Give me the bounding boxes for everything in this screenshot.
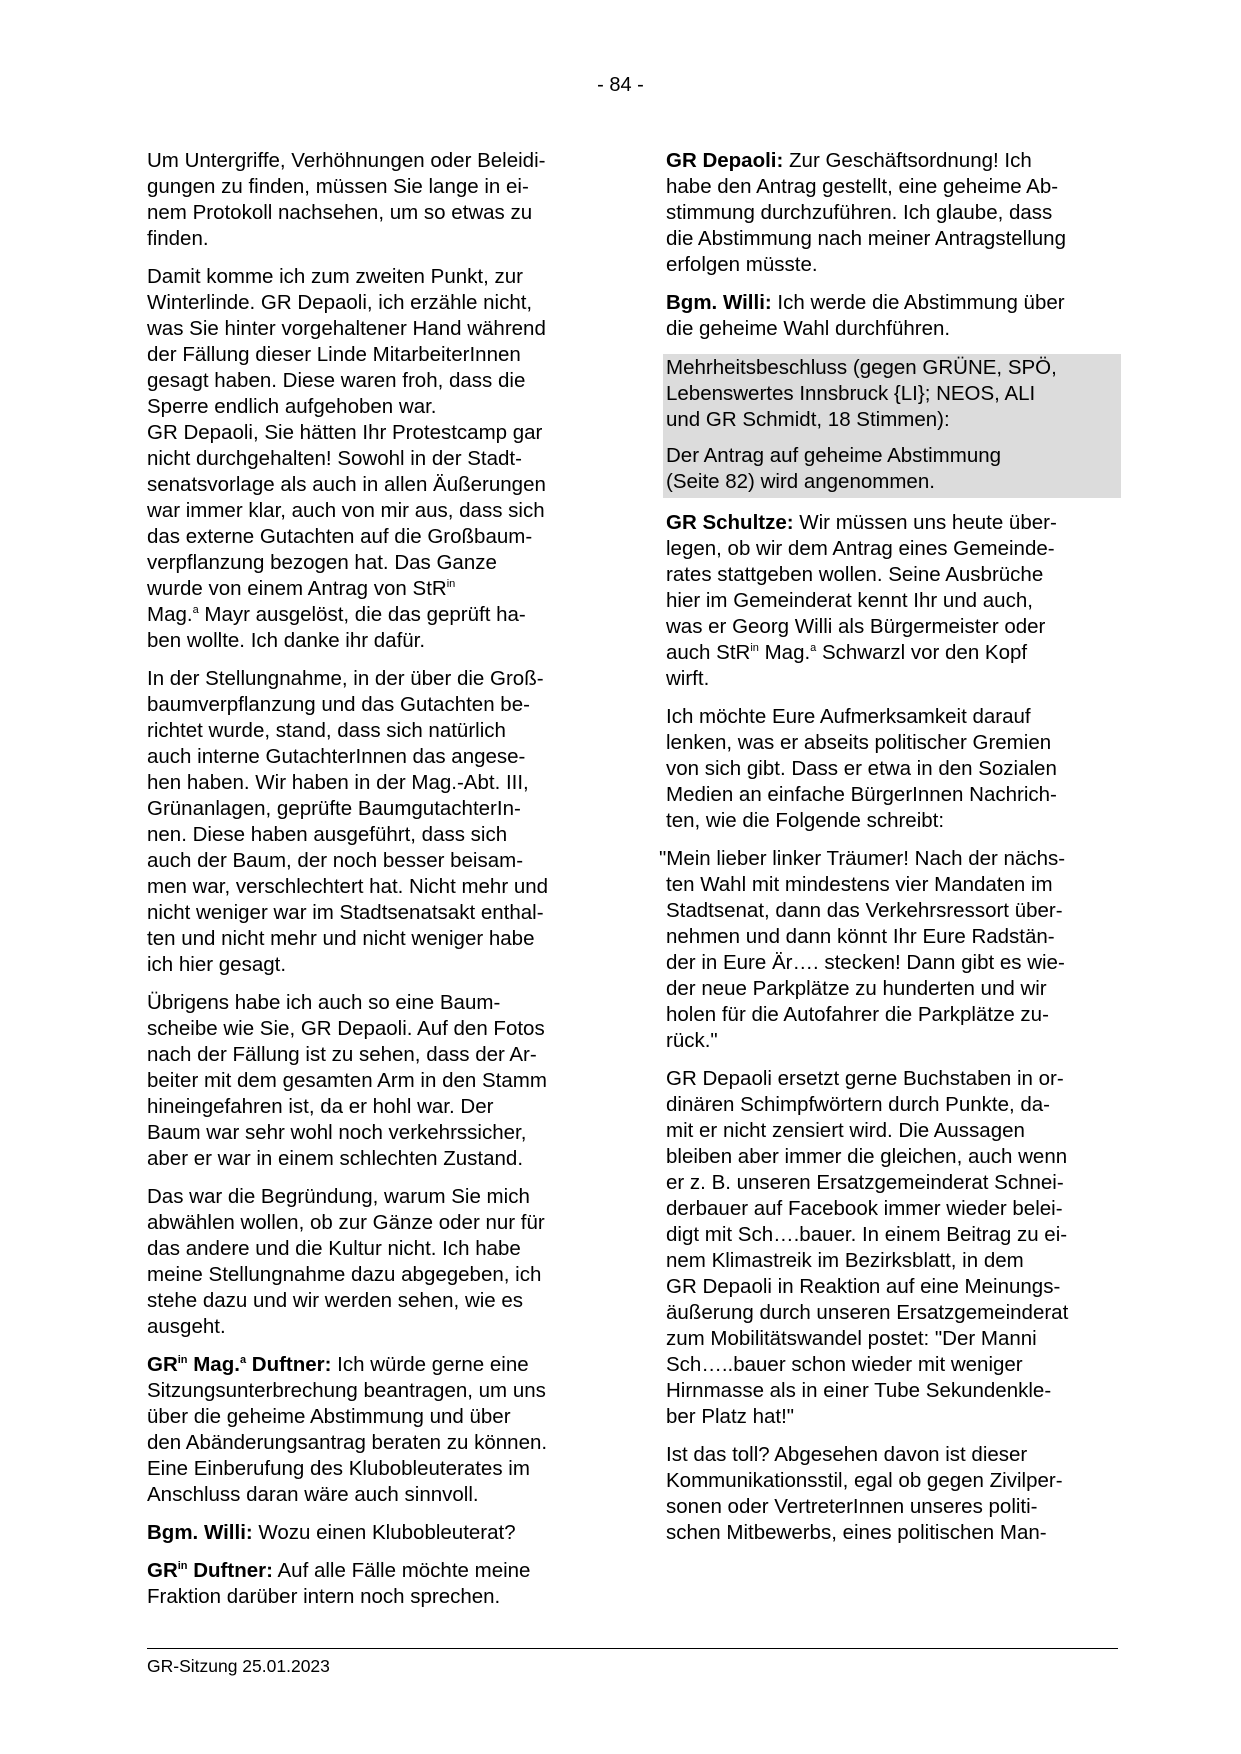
text-line: aber er war in einem schlechten Zustand.	[147, 1147, 524, 1170]
text-line: nem Protokoll nachsehen, um so etwas zu	[147, 201, 533, 224]
text-line: äußerung durch unseren Ersatzgemeinderat	[666, 1301, 1069, 1324]
text-line: er z. B. unseren Ersatzgemeinderat Schnei-	[666, 1171, 1064, 1194]
text-line: GR Depaoli ersetzt gerne Buchstaben in or-	[666, 1067, 1064, 1090]
text-line: der in Eure Är…. stecken! Dann gibt es wie-	[666, 951, 1065, 974]
text-line: Sperre endlich aufgehoben war.	[147, 395, 437, 418]
text-line: rück."	[666, 1029, 718, 1052]
text-fragment: Mag.	[147, 603, 193, 626]
right-column	[659, 148, 1118, 1558]
text-line: Fraktion darüber intern noch sprechen.	[147, 1585, 501, 1608]
text-line: Um Untergriffe, Verhöhnungen oder Beleidi-	[147, 149, 546, 172]
text-line: lenken, was er abseits politischer Gremien	[666, 731, 1052, 754]
text-line: habe den Antrag gestellt, eine geheime Ab-	[666, 175, 1059, 198]
text-line: Sch…..bauer schon wieder mit weniger	[666, 1353, 1023, 1376]
text-line: der neue Parkplätze zu hunderten und wir	[666, 977, 1047, 1000]
paragraph	[147, 666, 602, 978]
text-line	[666, 510, 1118, 536]
text-line: nen. Diese haben ausgeführt, dass sich	[147, 823, 508, 846]
text-line	[147, 576, 602, 602]
text-line: Medien an einfache BürgerInnen Nachrich-	[666, 783, 1057, 806]
text-line: finden.	[147, 227, 209, 250]
text-line: ausgeht.	[147, 1315, 226, 1338]
text-line: gungen zu finden, müssen Sie lange in ei-	[147, 175, 529, 198]
text-line: baumverpflanzung und das Gutachten be-	[147, 693, 530, 716]
text-line: beiter mit dem gesamten Arm in den Stamm	[147, 1069, 547, 1092]
text-fragment: wurde von einem Antrag von StR	[147, 577, 447, 600]
text-line: Das war die Begründung, warum Sie mich	[147, 1185, 530, 1208]
text-line: was er Georg Willi als Bürgermeister oder	[666, 615, 1046, 638]
text-line: Ist das toll? Abgesehen davon ist dieser	[666, 1443, 1028, 1466]
superscript: in	[446, 578, 456, 590]
text-line	[147, 1558, 602, 1584]
speaker-name: $GR^{in}$ Duftner:	[147, 1559, 273, 1582]
text-line: Mehrheitsbeschluss (gegen GRÜNE, SPÖ,	[666, 356, 1057, 379]
text-fragment: Zur Geschäftsordnung! Ich	[783, 149, 1032, 172]
text-line: schen Mitbewerbs, eines politischen Man-	[666, 1521, 1047, 1544]
text-line: gesagt haben. Diese waren froh, dass die	[147, 369, 526, 392]
text-line: hier im Gemeinderat kennt Ihr und auch,	[666, 589, 1033, 612]
paragraph	[666, 1442, 1118, 1546]
text-line: Hirnmasse als in einer Tube Sekundenkle-	[666, 1379, 1052, 1402]
text-fragment: Mayr ausgelöst, die das geprüft ha-	[198, 603, 526, 626]
speech-willi	[666, 290, 1118, 342]
text-fragment: Ich werde die Abstimmung über	[771, 291, 1065, 314]
text-line: hen haben. Wir haben in der Mag.-Abt. III,	[147, 771, 529, 794]
text-line	[147, 1520, 602, 1546]
speech-willi	[147, 1520, 602, 1546]
text-fragment: Wir müssen uns heute über-	[793, 511, 1057, 534]
text-line: Damit komme ich zum zweiten Punkt, zur	[147, 265, 523, 288]
text-fragment: Auf alle Fälle möchte meine	[272, 1559, 531, 1582]
text-line: ten, wie die Folgende schreibt:	[666, 809, 945, 832]
speaker-name: Bgm. Willi:	[666, 291, 772, 314]
text-line: bleiben aber immer die gleichen, auch wenn	[666, 1145, 1068, 1168]
text-line: derbauer auf Facebook immer wieder belei-	[666, 1197, 1063, 1220]
paragraph	[147, 264, 602, 654]
text-line: men war, verschlechtert hat. Nicht mehr und	[147, 875, 549, 898]
superscript: a	[192, 604, 199, 616]
text-line: verpflanzung bezogen hat. Das Ganze	[147, 551, 497, 574]
speech-schultze	[666, 510, 1118, 692]
text-line: Sitzungsunterbrechung beantragen, um uns	[147, 1379, 546, 1402]
page-number: - 84 -	[597, 74, 644, 96]
text-line: Eine Einberufung des Klubobleuterates im	[147, 1457, 530, 1480]
text-line: richtet wurde, stand, dass sich natürlich	[147, 719, 506, 742]
speech-depaoli	[666, 148, 1118, 278]
text-line: meine Stellungnahme dazu abgegeben, ich	[147, 1263, 542, 1286]
text-line: der Fällung dieser Linde MitarbeiterInnen	[147, 343, 521, 366]
text-line: nicht durchgehalten! Sowohl in der Stadt-	[147, 447, 522, 470]
text-line: nehmen und dann könnt Ihr Eure Radstän-	[666, 925, 1055, 948]
footer-session-date: GR-Sitzung 25.01.2023	[147, 1656, 330, 1676]
text-fragment: Ich würde gerne eine	[331, 1353, 529, 1376]
text-line: GR Depaoli, Sie hätten Ihr Protestcamp gar	[147, 421, 543, 444]
text-line: Kommunikationsstil, egal ob gegen Zivilper-	[666, 1469, 1063, 1492]
text-line: wirft.	[666, 667, 710, 690]
text-line: legen, ob wir dem Antrag eines Gemeinde-	[666, 537, 1055, 560]
footer-divider	[147, 1648, 1118, 1649]
left-column	[147, 148, 602, 1622]
text-line: das externe Gutachten auf die Großbaum-	[147, 525, 533, 548]
text-line: auch der Baum, der noch besser beisam-	[147, 849, 524, 872]
text-line: ten und nicht mehr und nicht weniger habe	[147, 927, 535, 950]
resolution-vote	[666, 355, 1118, 433]
text-line: ber Platz hat!"	[666, 1405, 795, 1428]
text-line: war immer klar, auch von mir aus, dass sich	[147, 499, 545, 522]
text-line	[666, 148, 1118, 174]
text-line	[147, 1352, 602, 1378]
speaker-name: GR Depaoli:	[666, 149, 784, 172]
text-line: Stadtsenat, dann das Verkehrsressort über-	[666, 899, 1063, 922]
text-line: ten Wahl mit mindestens vier Mandaten im	[666, 873, 1053, 896]
text-line: stehe dazu und wir werden sehen, wie es	[147, 1289, 524, 1312]
resolution-box	[663, 354, 1121, 498]
text-line: über die geheime Abstimmung und über	[147, 1405, 511, 1428]
text-line: ben wollte. Ich danke ihr dafür.	[147, 629, 426, 652]
speech-duftner	[147, 1352, 602, 1508]
text-line: In der Stellungnahme, in der über die Groß-	[147, 667, 544, 690]
text-line: auch interne GutachterInnen das angese-	[147, 745, 526, 768]
paragraph	[147, 1184, 602, 1340]
text-line: senatsvorlage als auch in allen Äußerungen	[147, 473, 546, 496]
text-line: die Abstimmung nach meiner Antragstellung	[666, 227, 1066, 250]
text-line: den Abänderungsantrag beraten zu können.	[147, 1431, 548, 1454]
text-line: ich hier gesagt.	[147, 953, 287, 976]
text-line: sonen oder VertreterInnen unseres politi-	[666, 1495, 1038, 1518]
text-line: Lebenswertes Innsbruck {LI}; NEOS, ALI	[666, 382, 1036, 405]
text-line: mit er nicht zensiert wird. Die Aussagen	[666, 1119, 1025, 1142]
speaker-name: GR Schultze:	[666, 511, 794, 534]
text-line	[147, 602, 602, 628]
text-line: scheibe wie Sie, GR Depaoli. Auf den Fotos	[147, 1017, 545, 1040]
text-line: Ich möchte Eure Aufmerksamkeit darauf	[666, 705, 1031, 728]
text-line: Winterlinde. GR Depaoli, ich erzähle nicht,	[147, 291, 533, 314]
text-line: erfolgen müsste.	[666, 253, 818, 276]
text-line: nach der Fällung ist zu sehen, dass der Ar-	[147, 1043, 537, 1066]
paragraph	[147, 148, 602, 252]
text-line: und GR Schmidt, 18 Stimmen):	[666, 408, 950, 431]
text-line: Grünanlagen, geprüfte BaumgutachterIn-	[147, 797, 521, 820]
paragraph	[666, 704, 1118, 834]
text-line: GR Depaoli in Reaktion auf eine Meinungs-	[666, 1275, 1061, 1298]
text-line: von sich gibt. Dass er etwa in den Sozialen	[666, 757, 1057, 780]
text-line: die geheime Wahl durchführen.	[666, 317, 951, 340]
text-line: stimmung durchzuführen. Ich glaube, dass	[666, 201, 1053, 224]
text-line: das andere und die Kultur nicht. Ich habe	[147, 1237, 521, 1260]
text-line: auch StR$^{in}$ Mag.$^a$ Schwarzl vor den Kopf	[666, 641, 1028, 664]
text-line: Anschluss daran wäre auch sinnvoll.	[147, 1483, 479, 1506]
text-line: was Sie hinter vorgehaltener Hand während	[147, 317, 546, 340]
speaker-name: $GR^{in}$ Mag.$^a$ Duftner:	[147, 1353, 332, 1376]
paragraph	[147, 990, 602, 1172]
text-line	[666, 290, 1118, 316]
text-line: holen für die Autofahrer die Parkplätze zu-	[666, 1003, 1049, 1026]
text-line: nem Klimastreik im Bezirksblatt, in dem	[666, 1249, 1024, 1272]
text-line: digt mit Sch….bauer. In einem Beitrag zu ei-	[666, 1223, 1068, 1246]
text-line: dinären Schimpfwörtern durch Punkte, da-	[666, 1093, 1051, 1116]
text-line: Baum war sehr wohl noch verkehrssicher,	[147, 1121, 527, 1144]
text-line: (Seite 82) wird angenommen.	[666, 470, 935, 493]
text-line: Der Antrag auf geheime Abstimmung	[666, 444, 1002, 467]
speaker-name: Bgm. Willi:	[147, 1521, 253, 1544]
text-line: abwählen wollen, ob zur Gänze oder nur für	[147, 1211, 545, 1234]
text-fragment: Wozu einen Klubobleuterat?	[252, 1521, 516, 1544]
paragraph	[666, 1066, 1118, 1430]
text-line: nicht weniger war im Stadtsenatsakt enthal-	[147, 901, 544, 924]
text-line: zum Mobilitätswandel postet: "Der Manni	[666, 1327, 1037, 1350]
text-line: Übrigens habe ich auch so eine Baum-	[147, 991, 501, 1014]
text-line: rates stattgeben wollen. Seine Ausbrüche	[666, 563, 1044, 586]
text-line: hineingefahren ist, da er hohl war. Der	[147, 1095, 494, 1118]
text-line: "Mein lieber linker Träumer! Nach der nächs-	[659, 847, 1066, 870]
resolution-result	[666, 443, 1118, 495]
quote-block	[659, 846, 1118, 1054]
speech-duftner	[147, 1558, 602, 1610]
